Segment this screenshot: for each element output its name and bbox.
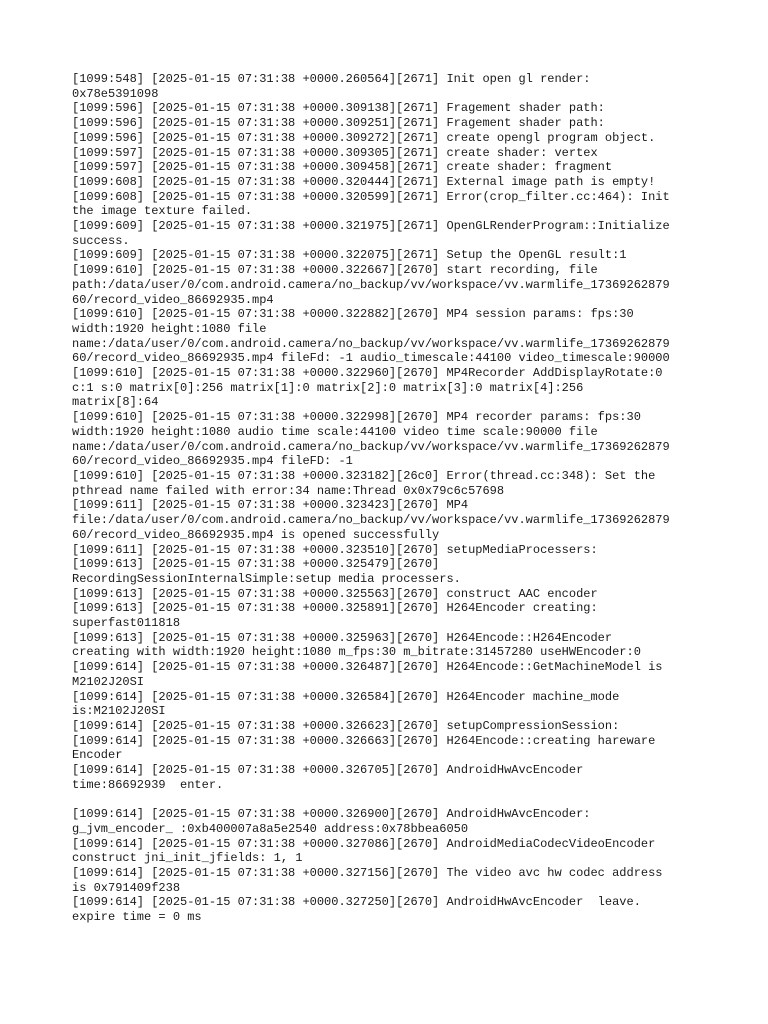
log-line: the image texture failed.	[72, 204, 253, 219]
log-line: [1099:608] [2025-01-15 07:31:38 +0000.320444][2671] External image path is empty!	[72, 174, 656, 189]
log-line: [1099:596] [2025-01-15 07:31:38 +0000.309138][2671] Fragement shader path:	[72, 101, 605, 116]
log-line: [1099:614] [2025-01-15 07:31:38 +0000.326584][2670] H264Encoder machine_mode	[72, 689, 620, 704]
log-line: [1099:611] [2025-01-15 07:31:38 +0000.323423][2670] MP4	[72, 498, 469, 513]
log-line: [1099:613] [2025-01-15 07:31:38 +0000.325563][2670] construct AAC encoder	[72, 586, 598, 601]
log-line: [1099:614] [2025-01-15 07:31:38 +0000.327156][2670] The video avc hw codec address	[72, 865, 663, 880]
log-line: [1099:610] [2025-01-15 07:31:38 +0000.322882][2670] MP4 session params: fps:30	[72, 307, 634, 322]
log-line: [1099:614] [2025-01-15 07:31:38 +0000.326705][2670] AndroidHwAvcEncoder	[72, 763, 584, 778]
log-line: creating with width:1920 height:1080 m_fps:30 m_bitrate:31457280 useHWEncoder:0	[72, 645, 641, 660]
log-line: M2102J20SI	[72, 674, 145, 689]
log-line: [1099:613] [2025-01-15 07:31:38 +0000.325891][2670] H264Encoder creating:	[72, 601, 598, 616]
log-line: superfast011818	[72, 616, 181, 631]
log-line: [1099:613] [2025-01-15 07:31:38 +0000.325479][2670]	[72, 557, 440, 572]
log-line: 0x78e5391098	[72, 86, 159, 101]
log-line: 60/record_video_86692935.mp4	[72, 292, 274, 307]
log-line: c:1 s:0 matrix[0]:256 matrix[1]:0 matrix[2]:0 matrix[3]:0 matrix[4]:256	[72, 380, 584, 395]
log-line: path:/data/user/0/com.android.camera/no_backup/vv/workspace/vv.warmlife_17369262879	[72, 277, 670, 292]
log-line: construct jni_init_jfields: 1, 1	[72, 851, 303, 866]
log-line: [1099:597] [2025-01-15 07:31:38 +0000.309458][2671] create shader: fragment	[72, 160, 613, 175]
log-line: name:/data/user/0/com.android.camera/no_backup/vv/workspace/vv.warmlife_17369262879	[72, 336, 670, 351]
log-line: width:1920 height:1080 audio time scale:44100 video time scale:90000 file	[72, 424, 598, 439]
log-line: expire time = 0 ms	[72, 910, 202, 925]
log-line: 60/record_video_86692935.mp4 fileFD: -1	[72, 454, 353, 469]
log-document	[72, 72, 712, 925]
log-line: [1099:614] [2025-01-15 07:31:38 +0000.326900][2670] AndroidHwAvcEncoder:	[72, 807, 591, 822]
log-line: [1099:614] [2025-01-15 07:31:38 +0000.326663][2670] H264Encode::creating hareware	[72, 733, 656, 748]
log-line: width:1920 height:1080 file	[72, 321, 267, 336]
log-line	[72, 792, 712, 807]
log-line: 60/record_video_86692935.mp4 is opened successfully	[72, 527, 440, 542]
log-line: [1099:548] [2025-01-15 07:31:38 +0000.260564][2671] Init open gl render:	[72, 72, 591, 86]
log-line: [1099:610] [2025-01-15 07:31:38 +0000.322667][2670] start recording, file	[72, 263, 598, 278]
log-line: is 0x791409f238	[72, 880, 181, 895]
log-line: [1099:609] [2025-01-15 07:31:38 +0000.322075][2671] Setup the OpenGL result:1	[72, 248, 627, 263]
log-line: is:M2102J20SI	[72, 704, 166, 719]
log-line: [1099:611] [2025-01-15 07:31:38 +0000.323510][2670] setupMediaProcessers:	[72, 542, 598, 557]
log-line: [1099:597] [2025-01-15 07:31:38 +0000.309305][2671] create shader: vertex	[72, 145, 598, 160]
log-line: time:86692939 enter.	[72, 777, 224, 792]
log-line: 60/record_video_86692935.mp4 fileFd: -1 audio_timescale:44100 video_timescale:90000	[72, 351, 670, 366]
log-line: [1099:596] [2025-01-15 07:31:38 +0000.309272][2671] create opengl program object.	[72, 130, 656, 145]
log-line: matrix[8]:64	[72, 395, 159, 410]
log-line: success.	[72, 233, 130, 248]
log-line: [1099:614] [2025-01-15 07:31:38 +0000.326487][2670] H264Encode::GetMachineModel is	[72, 660, 663, 675]
log-line: name:/data/user/0/com.android.camera/no_backup/vv/workspace/vv.warmlife_17369262879	[72, 439, 670, 454]
log-line: [1099:613] [2025-01-15 07:31:38 +0000.325963][2670] H264Encode::H264Encoder	[72, 630, 613, 645]
log-line: Encoder	[72, 748, 123, 763]
log-line: [1099:610] [2025-01-15 07:31:38 +0000.322960][2670] MP4Recorder AddDisplayRotate:0	[72, 366, 663, 381]
log-line: [1099:614] [2025-01-15 07:31:38 +0000.327086][2670] AndroidMediaCodecVideoEncoder	[72, 836, 656, 851]
log-line: RecordingSessionInternalSimple:setup media processers.	[72, 571, 461, 586]
log-line: [1099:614] [2025-01-15 07:31:38 +0000.326623][2670] setupCompressionSession:	[72, 718, 620, 733]
log-line: [1099:614] [2025-01-15 07:31:38 +0000.327250][2670] AndroidHwAvcEncoder leave.	[72, 895, 641, 910]
log-line: [1099:610] [2025-01-15 07:31:38 +0000.322998][2670] MP4 recorder params: fps:30	[72, 410, 641, 425]
log-line: pthread name failed with error:34 name:Thread 0x0x79c6c57698	[72, 483, 505, 498]
log-line: [1099:610] [2025-01-15 07:31:38 +0000.323182][26c0] Error(thread.cc:348): Set the	[72, 468, 656, 483]
log-line: [1099:608] [2025-01-15 07:31:38 +0000.320599][2671] Error(crop_filter.cc:464): Init	[72, 189, 670, 204]
log-line: g_jvm_encoder_ :0xb400007a8a5e2540 address:0x78bbea6050	[72, 821, 469, 836]
log-line: [1099:609] [2025-01-15 07:31:38 +0000.321975][2671] OpenGLRenderProgram::Initialize	[72, 219, 670, 234]
log-line: [1099:596] [2025-01-15 07:31:38 +0000.309251][2671] Fragement shader path:	[72, 116, 605, 131]
log-line: file:/data/user/0/com.android.camera/no_backup/vv/workspace/vv.warmlife_17369262879	[72, 513, 670, 528]
